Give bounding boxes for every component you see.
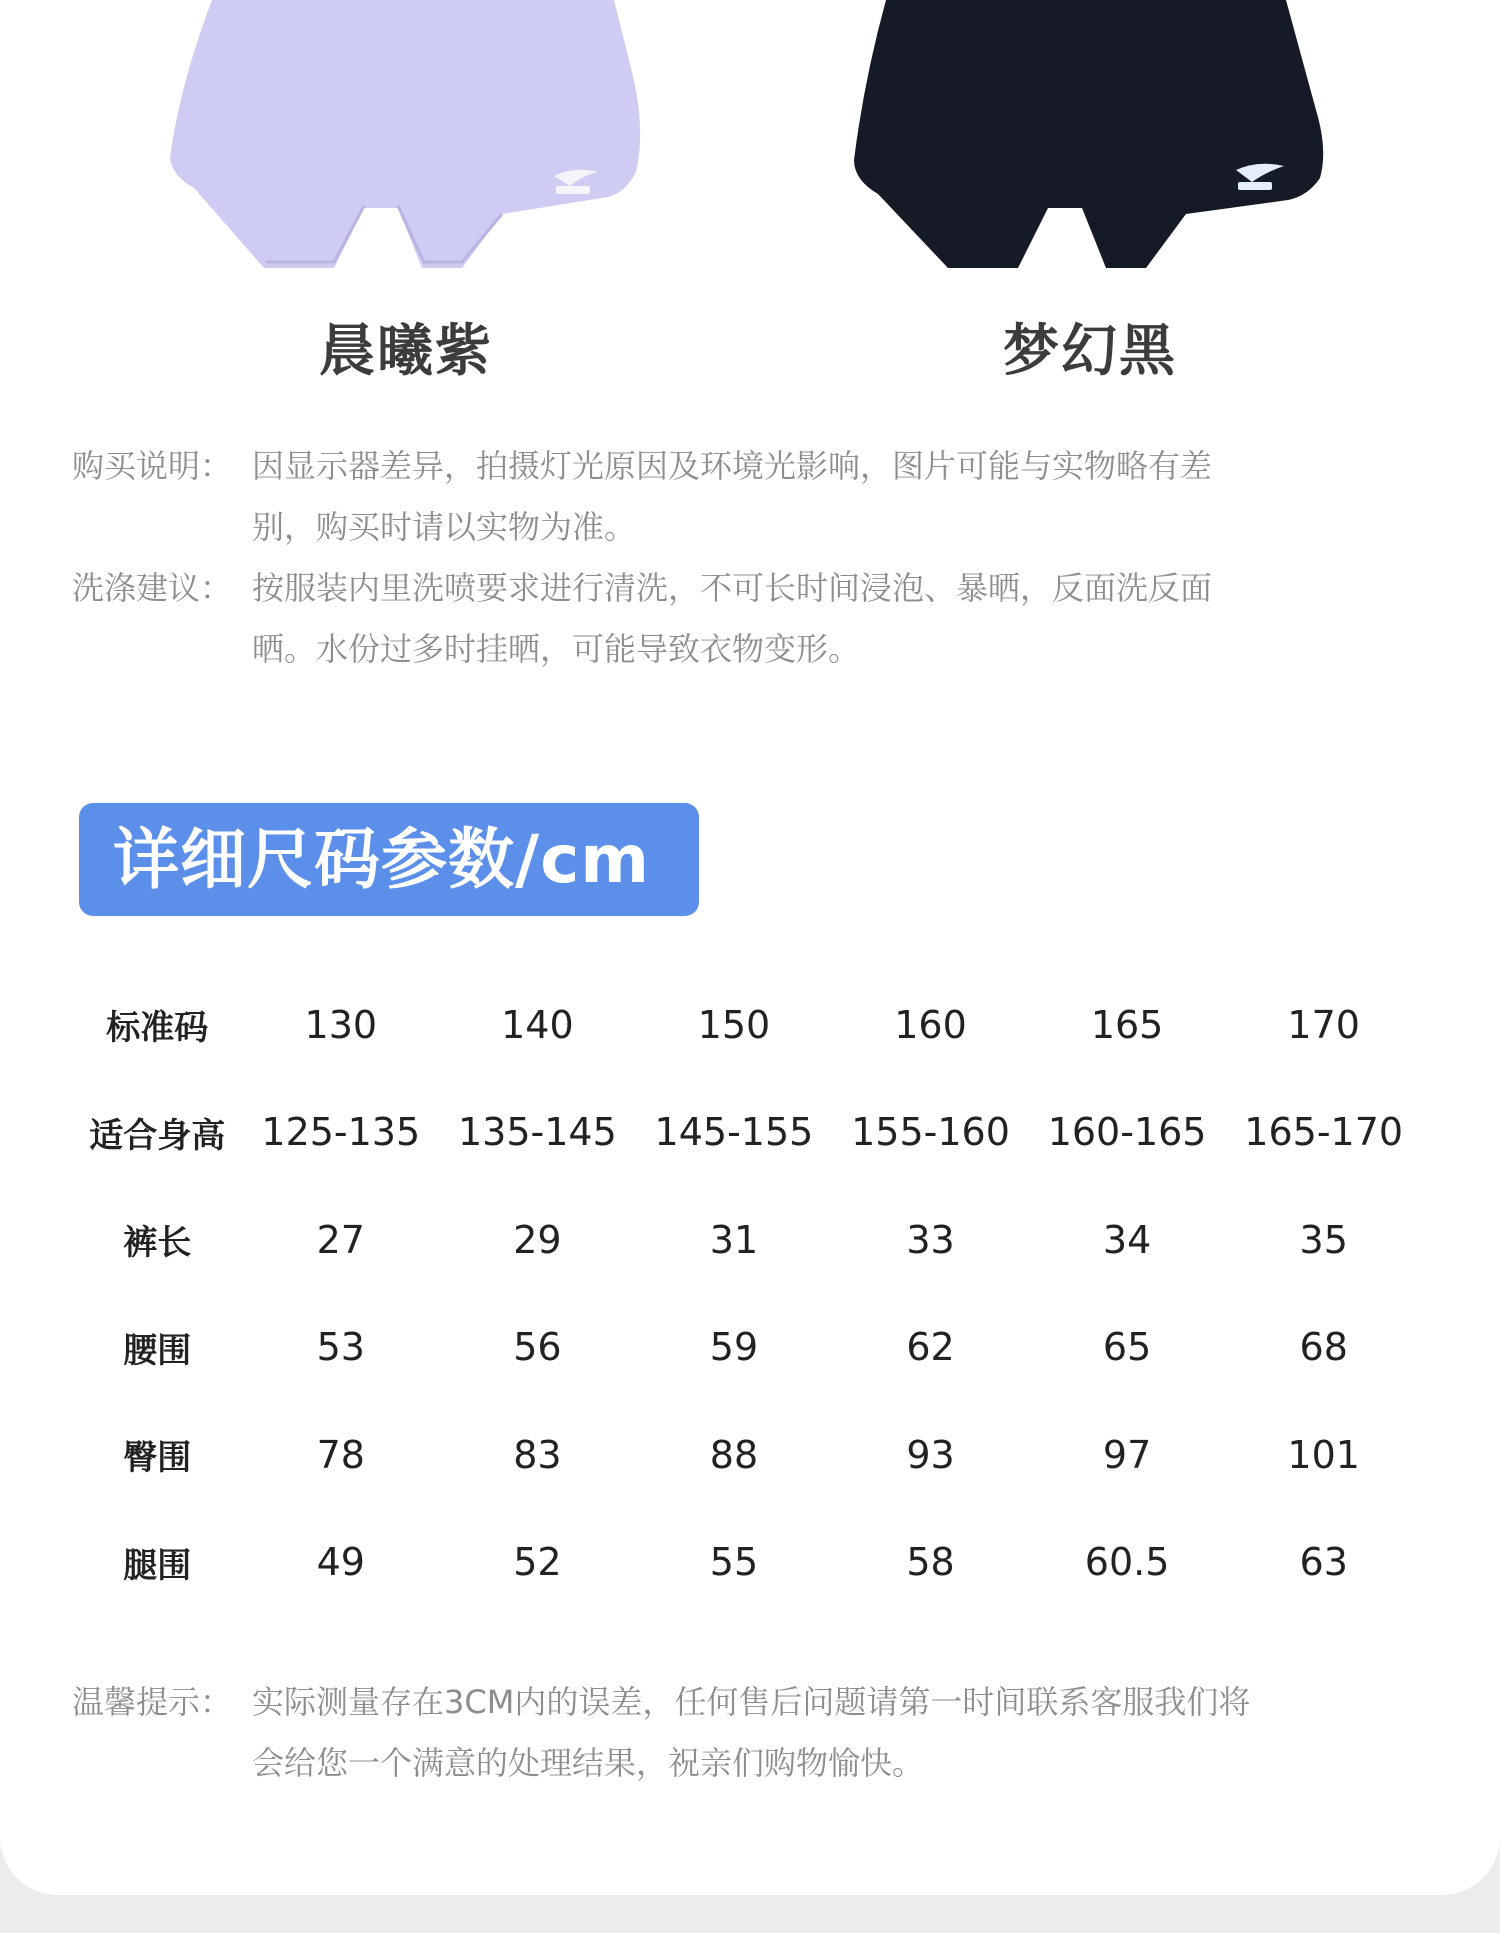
table-cell: 165-170 — [1244, 1110, 1404, 1155]
size-table — [72, 971, 1422, 1616]
table-cell: 150 — [697, 1002, 771, 1047]
table-cell: 165 — [1090, 1002, 1164, 1047]
note-label: 温馨提示： — [72, 1683, 233, 1721]
note-text: 按服装内里洗喷要求进行清洗，不可长时间浸泡、暴晒，反面洗反面晒。水份过多时挂晒，可能导致衣物变形。 — [252, 569, 1213, 668]
note-label: 洗涤建议： — [72, 569, 233, 607]
table-cell: 52 — [513, 1540, 562, 1585]
color-name-purple: 晨曦紫 — [319, 319, 493, 384]
table-cell: 33 — [906, 1217, 955, 1262]
table-cell: 135-145 — [457, 1110, 617, 1155]
table-row — [72, 1509, 1422, 1617]
table-cell: 125-135 — [261, 1110, 421, 1155]
table-cell: 93 — [906, 1432, 955, 1477]
table-cell: 101 — [1287, 1432, 1360, 1477]
washing-note — [72, 558, 1272, 680]
table-cell: 29 — [513, 1217, 562, 1262]
table-cell: 155-160 — [851, 1110, 1010, 1155]
size-table-title: 详细尺码参数/cm — [79, 803, 699, 916]
table-cell: 27 — [316, 1217, 365, 1262]
table-cell: 160 — [894, 1002, 967, 1047]
table-cell: 60.5 — [1084, 1540, 1170, 1585]
table-cell: 68 — [1299, 1325, 1348, 1370]
table-cell: 35 — [1299, 1217, 1348, 1262]
table-cell: 56 — [513, 1325, 562, 1370]
table-cell: 31 — [709, 1217, 759, 1262]
product-notes — [72, 436, 1272, 680]
table-cell: 65 — [1102, 1325, 1152, 1370]
product-image-black-shorts — [850, 0, 1330, 275]
table-cell: 140 — [501, 1002, 574, 1047]
table-cell: 78 — [316, 1432, 365, 1477]
row-label: 臀围 — [123, 1438, 192, 1479]
row-label: 标准码 — [106, 1008, 209, 1049]
product-image-purple-shorts — [166, 0, 646, 275]
table-cell: 58 — [906, 1540, 955, 1585]
table-cell: 83 — [513, 1432, 562, 1477]
table-row — [72, 1186, 1422, 1294]
table-cell: 34 — [1102, 1217, 1152, 1262]
row-label: 腰围 — [123, 1330, 192, 1371]
color-name-black: 梦幻黑 — [1003, 319, 1177, 384]
row-label: 裤长 — [123, 1223, 192, 1264]
note-label: 购买说明： — [72, 447, 233, 485]
table-cell: 130 — [304, 1002, 378, 1047]
table-cell: 160-165 — [1047, 1110, 1207, 1155]
table-cell: 62 — [906, 1325, 955, 1370]
row-label: 适合身高 — [89, 1115, 226, 1156]
table-cell: 170 — [1287, 1002, 1360, 1047]
tip-note — [72, 1672, 1272, 1794]
warm-tip — [72, 1672, 1272, 1794]
row-label: 腿围 — [123, 1545, 192, 1586]
note-text: 实际测量存在3CM内的误差，任何售后问题请第一时间联系客服我们将会给您一个满意的处理结果，祝亲们购物愉快。 — [252, 1683, 1251, 1782]
note-text: 因显示器差异，拍摄灯光原因及环境光影响，图片可能与实物略有差别，购买时请以实物为准。 — [252, 447, 1213, 546]
table-row — [72, 1079, 1422, 1187]
table-cell: 49 — [316, 1540, 365, 1585]
table-cell: 145-155 — [654, 1110, 814, 1155]
table-cell: 88 — [709, 1432, 759, 1477]
table-cell: 55 — [709, 1540, 759, 1585]
table-row — [72, 971, 1422, 1079]
purchase-note — [72, 436, 1272, 558]
table-cell: 53 — [316, 1325, 365, 1370]
table-row — [72, 1401, 1422, 1509]
table-cell: 63 — [1299, 1540, 1348, 1585]
table-cell: 59 — [709, 1325, 759, 1370]
table-row — [72, 1294, 1422, 1402]
table-cell: 97 — [1102, 1432, 1152, 1477]
